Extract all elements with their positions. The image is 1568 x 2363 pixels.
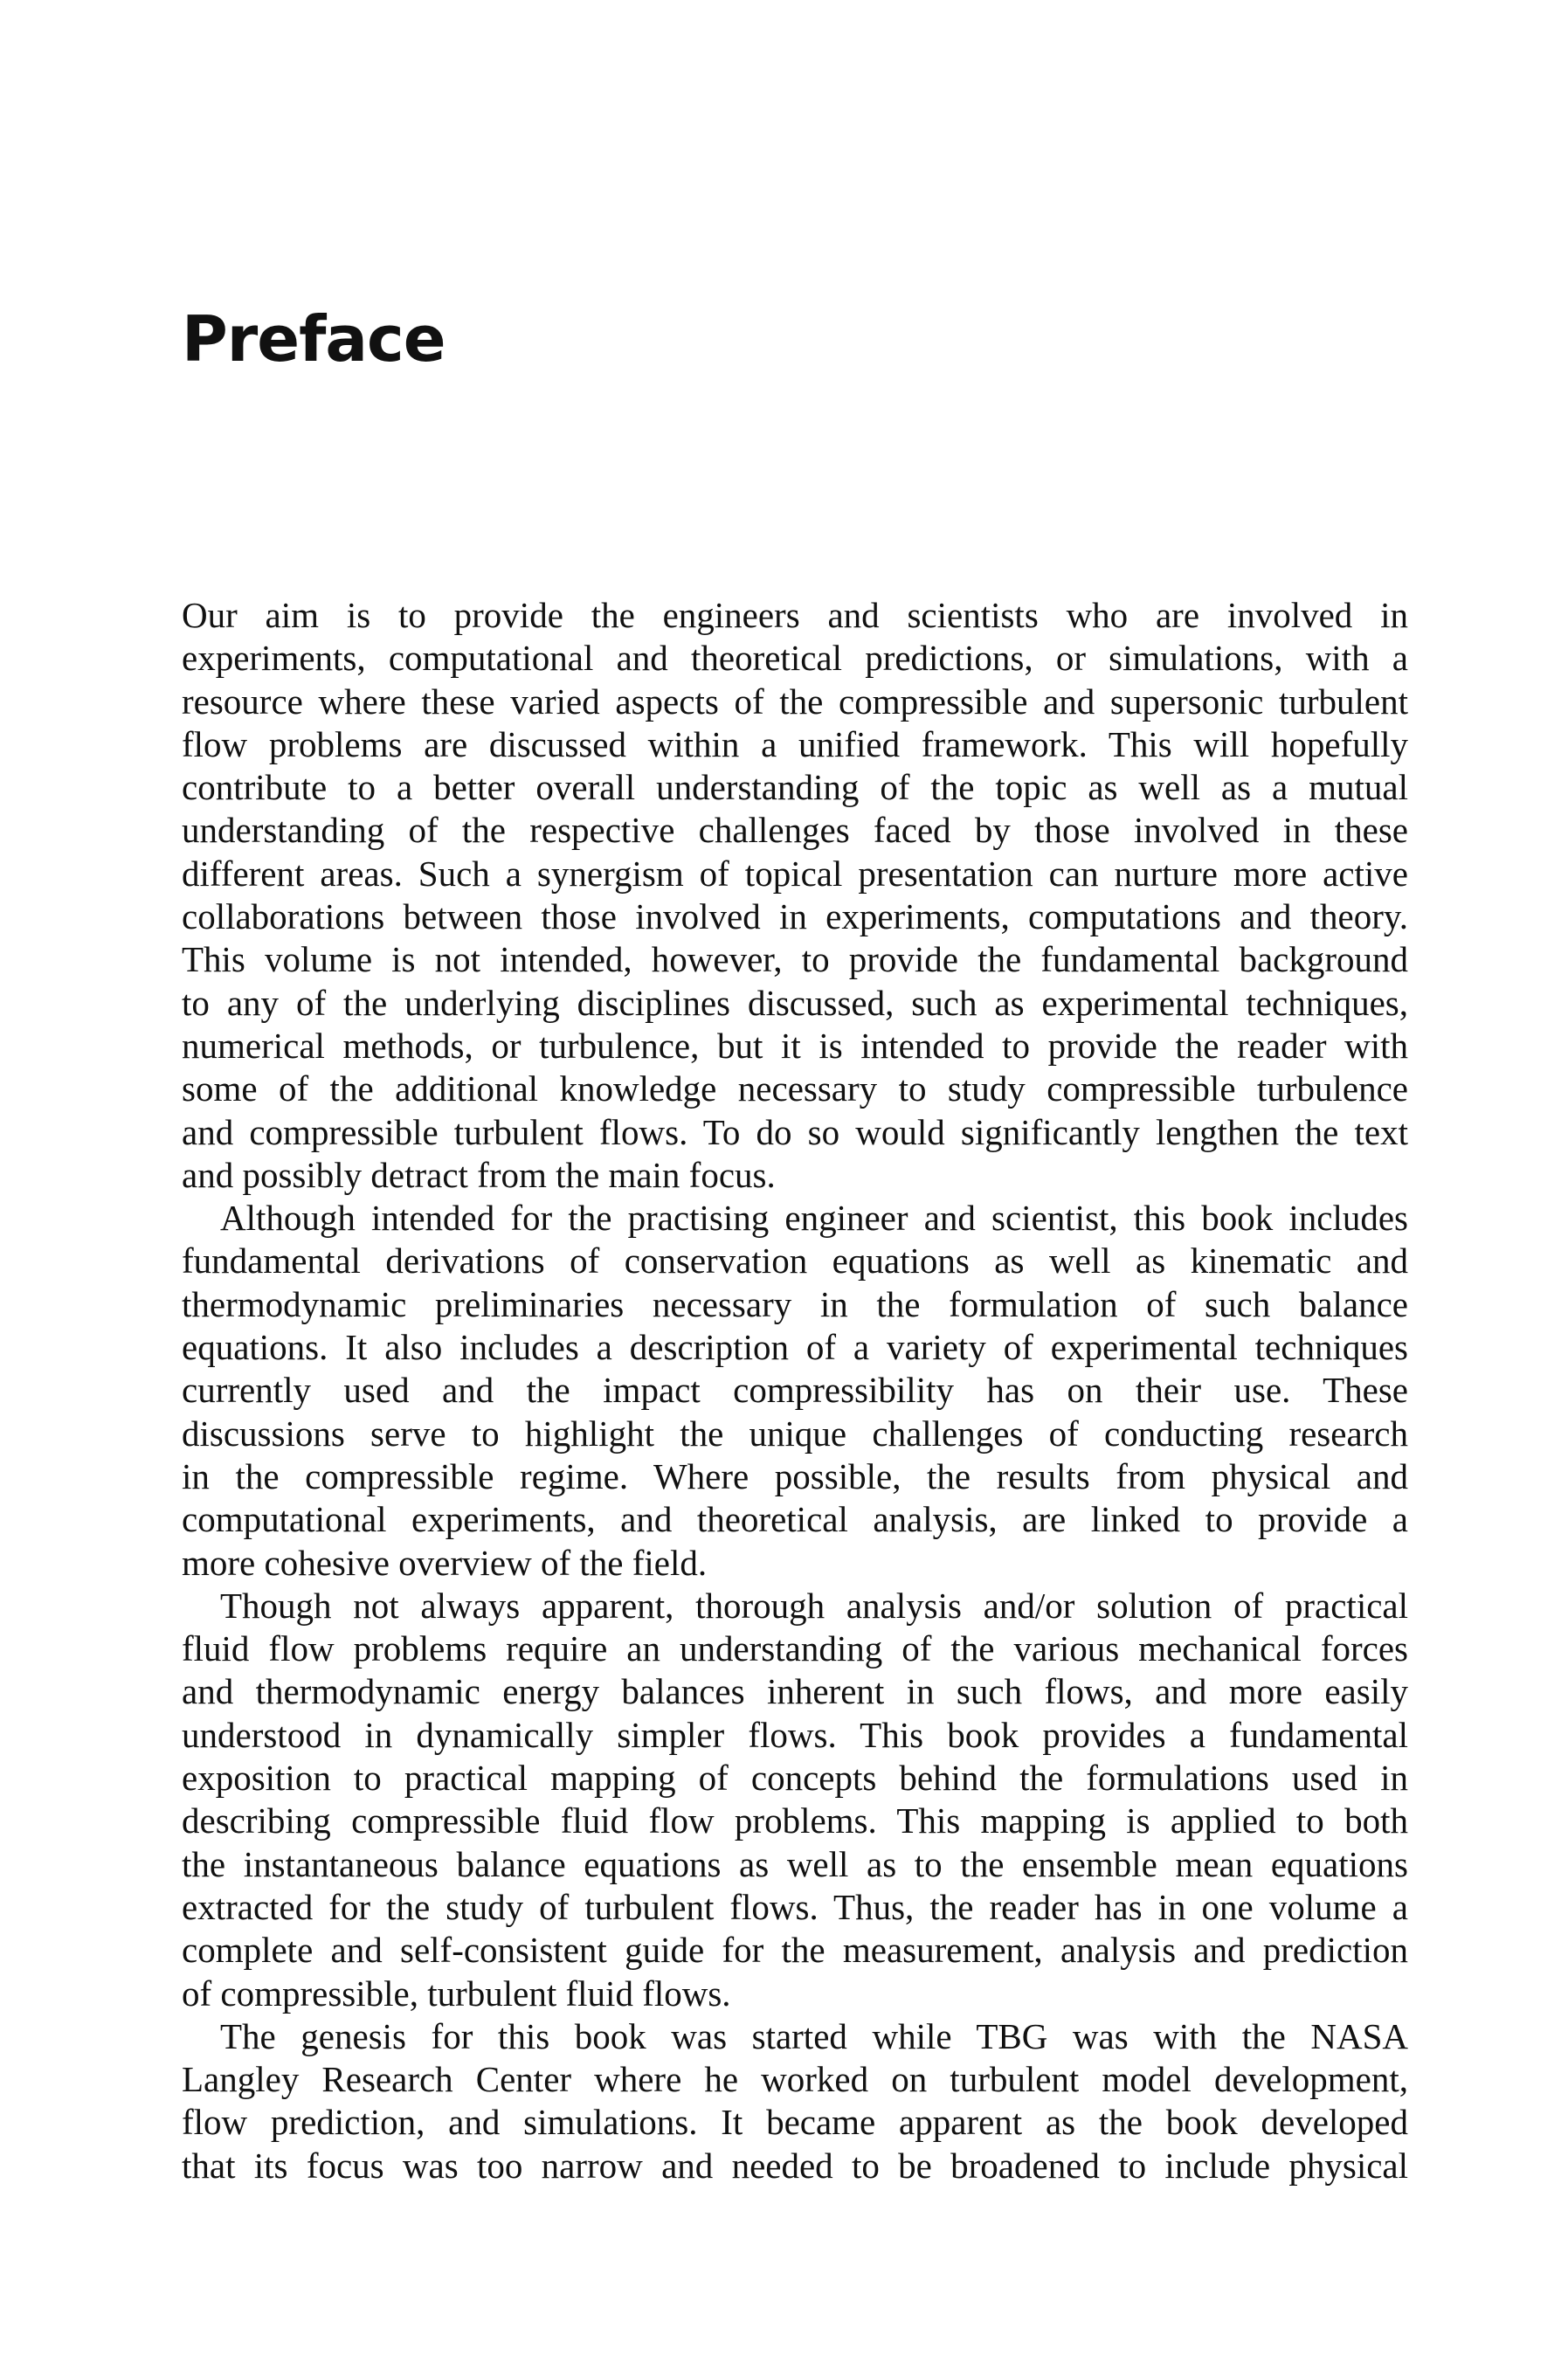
text-line: exposition to practical mapping of concepts behind the formulations used in xyxy=(182,1758,1408,1799)
text-line: of compressible, turbulent fluid flows. xyxy=(182,1973,731,2014)
text-line: some of the additional knowledge necessary to study compressible turbulence xyxy=(182,1068,1408,1109)
text-line: and possibly detract from the main focus. xyxy=(182,1154,776,1195)
text-line: Our aim is to provide the engineers and scientists who are involved in xyxy=(182,595,1408,635)
text-line: contribute to a better overall understanding of the topic as well as a mutual xyxy=(182,767,1408,808)
text-line: flow prediction, and simulations. It became apparent as the book developed xyxy=(182,2102,1408,2143)
text-line: extracted for the study of turbulent flows. Thus, the reader has in one volume a xyxy=(182,1886,1408,1927)
text-line: discussions serve to highlight the unique challenges of conducting research xyxy=(182,1413,1408,1454)
text-line: flow problems are discussed within a unified framework. This will hopefully xyxy=(182,723,1408,764)
text-line: in the compressible regime. Where possible, the results from physical and xyxy=(182,1455,1408,1496)
text-line: fundamental derivations of conservation equations as well as kinematic and xyxy=(182,1240,1408,1282)
text-line: to any of the underlying disciplines discussed, such as experimental techniques, xyxy=(182,982,1408,1023)
text-line: that its focus was too narrow and needed to be broadened to include physical xyxy=(182,2145,1408,2186)
text-line: experiments, computational and theoretical predictions, or simulations, with a xyxy=(182,638,1408,679)
text-line: currently used and the impact compressibility has on their use. These xyxy=(182,1370,1408,1411)
paragraph xyxy=(182,594,1408,1197)
text-line: Langley Research Center where he worked on turbulent model development, xyxy=(182,2059,1408,2100)
text-line: collaborations between those involved in experiments, computations and theory. xyxy=(182,896,1408,937)
text-line: equations. It also includes a description of a variety of experimental techniques xyxy=(182,1327,1408,1368)
text-line: fluid flow problems require an understanding of the various mechanical forces xyxy=(182,1628,1408,1669)
text-line: and compressible turbulent flows. To do so would significantly lengthen the text xyxy=(182,1111,1408,1152)
text-line: and thermodynamic energy balances inherent in such flows, and more easily xyxy=(182,1671,1408,1712)
text-line: understood in dynamically simpler flows. This book provides a fundamental xyxy=(182,1714,1408,1755)
text-line: resource where these varied aspects of the compressible and supersonic turbulent xyxy=(182,681,1408,722)
paragraph xyxy=(182,1585,1408,2015)
body-text xyxy=(182,594,1408,2187)
text-line: This volume is not intended, however, to provide the fundamental background xyxy=(182,939,1408,980)
text-line: the instantaneous balance equations as well as to the ensemble mean equations xyxy=(182,1843,1408,1884)
text-line: describing compressible fluid flow problems. This mapping is applied to both xyxy=(182,1800,1408,1841)
paragraph xyxy=(182,2015,1408,2187)
text-line: complete and self-consistent guide for the measurement, analysis and prediction xyxy=(182,1930,1408,1971)
text-line: Although intended for the practising engineer and scientist, this book includes xyxy=(220,1198,1408,1239)
paragraph xyxy=(182,1197,1408,1585)
text-line: more cohesive overview of the field. xyxy=(182,1542,708,1583)
text-line: The genesis for this book was started while TBG was with the NASA xyxy=(220,2015,1408,2056)
text-line: numerical methods, or turbulence, but it is intended to provide the reader with xyxy=(182,1025,1408,1066)
text-line: Though not always apparent, thorough analysis and/or solution of practical xyxy=(220,1585,1408,1626)
chapter-title: Preface xyxy=(182,302,446,376)
text-line: different areas. Such a synergism of topical presentation can nurture more active xyxy=(182,853,1408,894)
text-line: computational experiments, and theoretical analysis, are linked to provide a xyxy=(182,1499,1408,1540)
text-line: understanding of the respective challenges faced by those involved in these xyxy=(182,810,1408,851)
text-line: thermodynamic preliminaries necessary in the formulation of such balance xyxy=(182,1283,1408,1324)
